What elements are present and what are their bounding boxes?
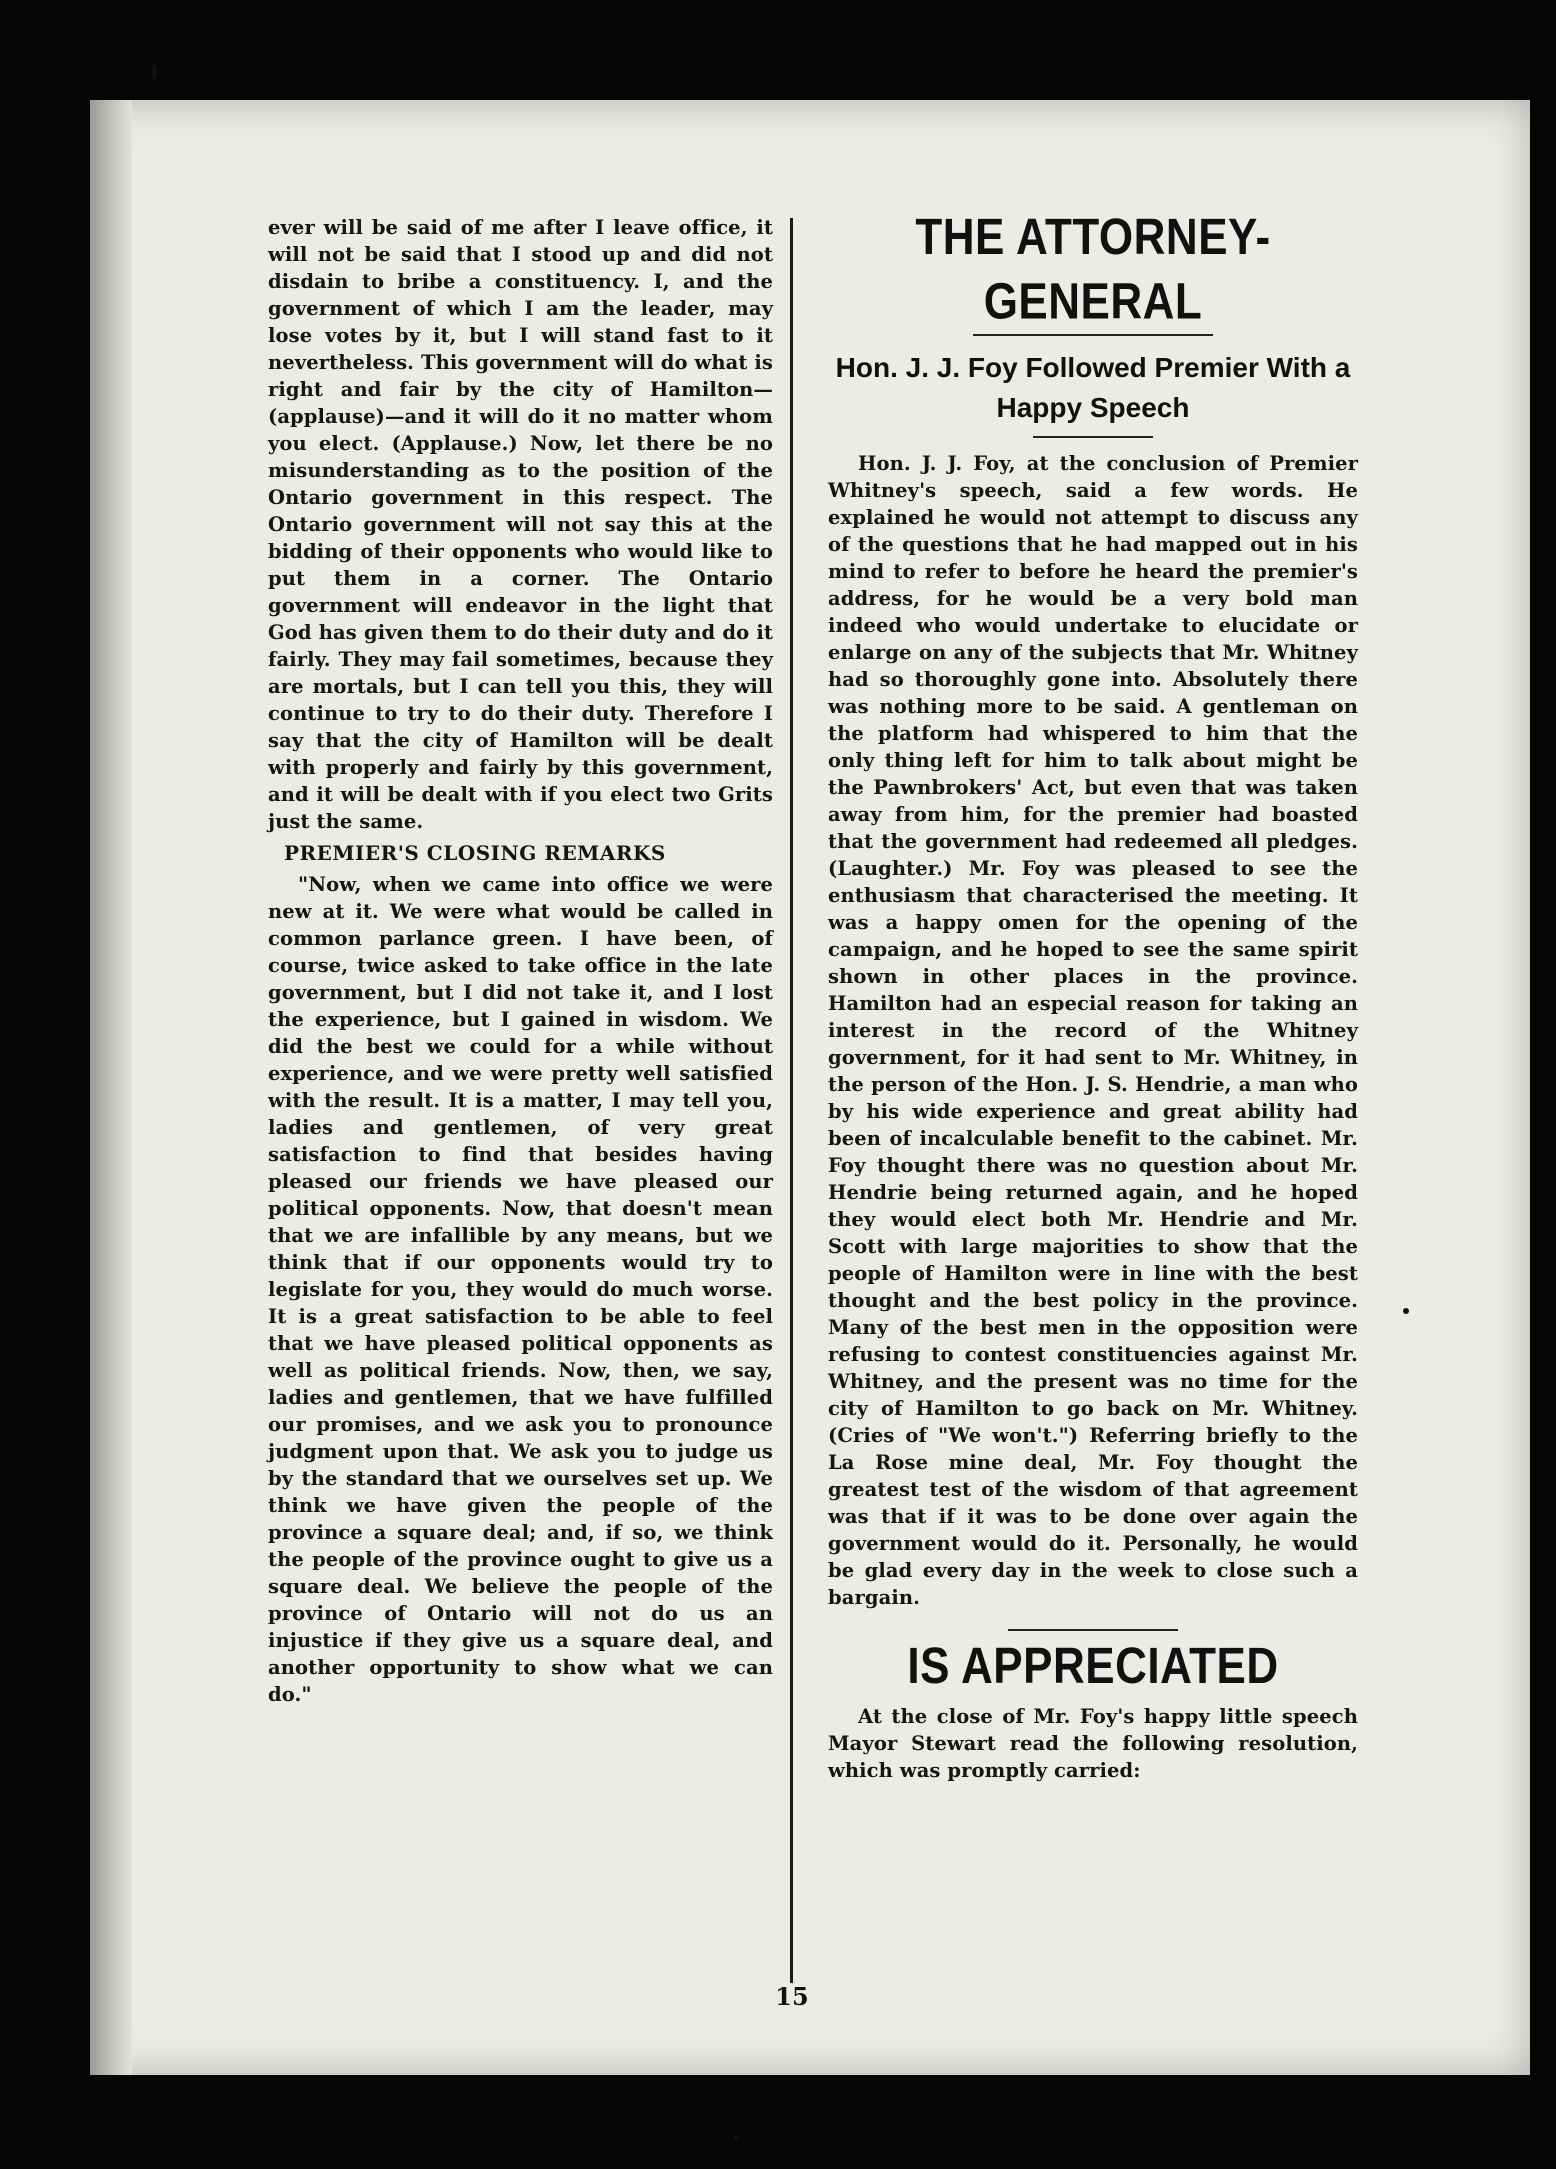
attorney-general-headline: THE ATTORNEY-GENERAL (915, 209, 1271, 330)
right-column (828, 209, 1358, 1784)
scan-speck (734, 2135, 739, 2140)
foy-speech-deck: Hon. J. J. Foy Followed Premier With a Happy Speech (835, 352, 1351, 423)
resolution-intro-paragraph: At the close of Mr. Foy's happy little speech Mayor Stewart read the following resolution, which was promptly carried: (828, 1705, 1358, 1782)
page-binding-shadow (90, 100, 132, 2075)
left-column (268, 214, 773, 1708)
deck-rule (1033, 436, 1153, 438)
premier-speech-paragraph: ever will be said of me after I leave office, it will not be said that I stood up and did not disdain to bribe a constituency. I, and the government of which I am the leader, may lose votes by it, but I will stand fast to it nevertheless. This government will do what is right and fair by the city of Hamilton—(applause)—and it will do it no matter whom you elect. (Applause.) Now, let there be no misunderstanding as to the position of the Ontario government in this respect. The Ontario government will not say this at the bidding of their opponents who would like to put them in a corner. The Ontario government will endeavor in the light that God has given them to do their duty and do it fairly. They may fail sometimes, because they are mortals, but I can tell you this, they will continue to try to do their duty. Therefore I say that the city of Hamilton will be dealt with properly and fairly by this government, and it will be dealt with if you elect two Grits just the same. (268, 216, 773, 833)
column-divider (790, 218, 793, 1983)
appreciated-headline: IS APPRECIATED (907, 1638, 1279, 1695)
scan-speck (1403, 1308, 1409, 1314)
page-number: 15 (775, 1982, 809, 2011)
closing-remarks-paragraph: "Now, when we came into office we were new at it. We were what would be called in common parlance green. I have been, of course, twice asked to take office in the late government, but I did not take it, and I lost the experience, but I gained in wisdom. We did the best we could for a while without experience, and we were pretty well satisfied with the result. It is a matter, I may tell you, ladies and gentlemen, of very great satisfaction to find that besides having pleased our friends we have pleased our political opponents. Now, that doesn't mean that we are infallible by any means, but we think that if our opponents would try to legislate for you, they would do much worse. It is a great satisfaction to be able to feel that we have pleased political opponents as well as political friends. Now, then, we say, ladies and gentlemen, that we have fulfilled our promises, and we ask you to pronounce judgment upon that. We ask you to judge us by the standard that we ourselves set up. We think we have given the people of the province a square deal; and, if so, we think the people of the province ought to give us a square deal. We believe the people of the province of Ontario will not do us an injustice if they give us a square deal, and another opportunity to show what we can do." (268, 873, 773, 1706)
scan-speck (152, 64, 157, 80)
section-rule (1008, 1629, 1178, 1631)
foy-speech-paragraph: Hon. J. J. Foy, at the conclusion of Premier Whitney's speech, said a few words. He explained he would not attempt to discuss any of the questions that he had mapped out in his mind to refer to before he heard the premier's address, for he would be a very bold man indeed who would undertake to elucidate or enlarge on any of the subjects that Mr. Whitney had so thoroughly gone into. Absolutely there was nothing more to be said. A gentleman on the platform had whispered to him that the only thing left for him to talk about might be the Pawnbrokers' Act, but even that was taken away from him, for the premier had boasted that the government had redeemed all pledges. (Laughter.) Mr. Foy was pleased to see the enthusiasm that characterised the meeting. It was a happy omen for the opening of the campaign, and he hoped to see the same spirit shown in other places in the province. Hamilton had an especial reason for taking an interest in the record of the Whitney government, for it had sent to Mr. Whitney, in the person of the Hon. J. S. Hendrie, a man who by his wide experience and great ability had been of incalculable benefit to the cabinet. Mr. Foy thought there was no question about Mr. Hendrie being returned again, and he hoped they would elect both Mr. Hendrie and Mr. Scott with large majorities to show that the people of Hamilton were in line with the best thought and the best policy in the province. Many of the best men in the opposition were refusing to contest constituencies against Mr. Whitney, and the present was no time for the city of Hamilton to go back on Mr. Whitney. (Cries of "We won't.") Referring briefly to the La Rose mine deal, Mr. Foy thought the greatest test of the wisdom of that agreement was that if it was to be done over again the government would do it. Personally, he would be glad every day in the week to close such a bargain. (828, 452, 1358, 1609)
closing-remarks-subhead: PREMIER'S CLOSING REMARKS (284, 841, 666, 865)
